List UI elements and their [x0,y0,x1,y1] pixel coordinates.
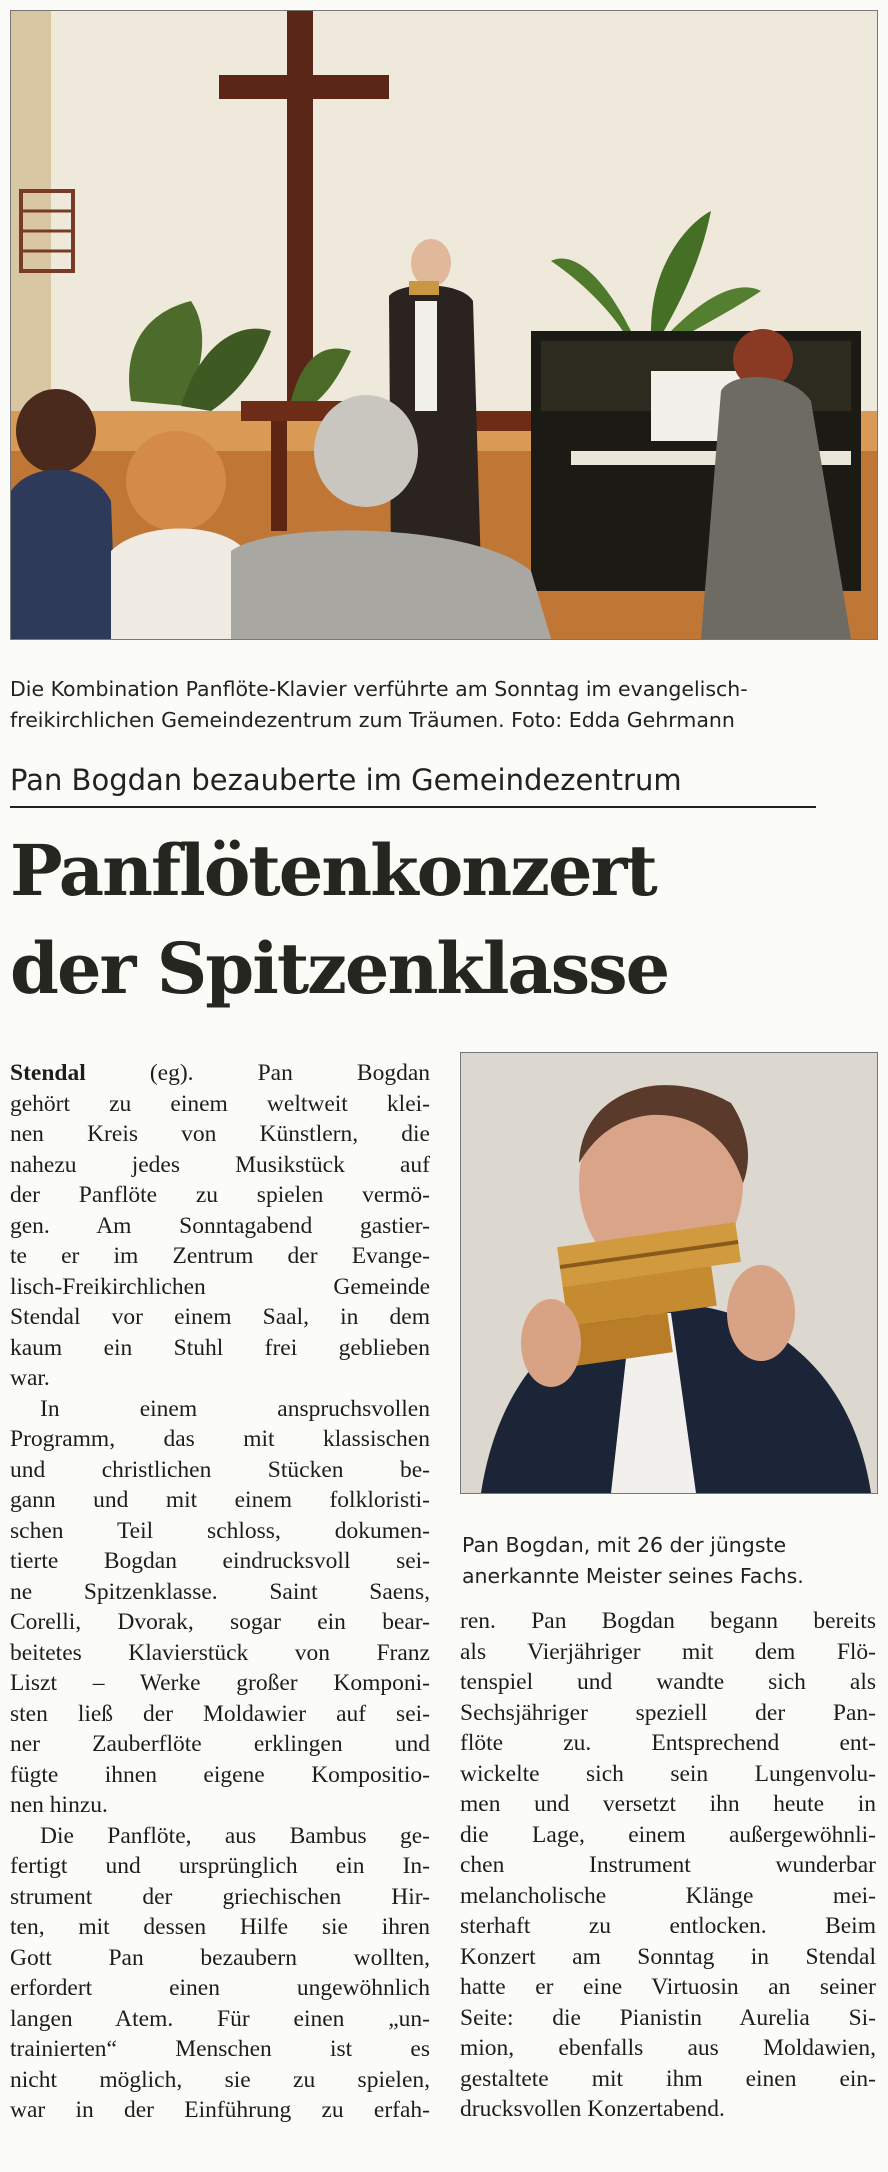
article-line: ten, mit dessen Hilfe sie ihren [10,1914,430,1940]
concert-photo-illustration [11,11,877,639]
caption-line: Pan Bogdan, mit 26 der jüngste [462,1533,787,1557]
article-line: wickelte sich sein Lungenvolu- [460,1760,876,1787]
article-line: gestaltete mit ihm einen ein- [460,2065,876,2092]
portrait-illustration [461,1053,877,1493]
article-line: gen. Am Sonntagabend gastier- [10,1212,430,1239]
article-line: strument der griechischen Hir- [10,1883,430,1910]
article-line: ren. Pan Bogdan begann bereits [460,1608,876,1634]
headline-line: der Spitzenklasse [10,927,669,1010]
article-line: nen hinzu. [10,1792,108,1818]
article-line: Programm, das mit klassischen [10,1426,430,1452]
article-line: ner Zauberflöte erklingen und [10,1731,430,1757]
article-line: Die Panflöte, aus Bambus ge- [40,1822,430,1849]
article-line: als Vierjähriger mit dem Flö- [460,1638,876,1665]
article-line: In einem anspruchsvollen [40,1395,430,1422]
article-line: chen Instrument wunderbar [460,1852,876,1878]
article-line: mion, ebenfalls aus Moldawien, [460,2035,876,2061]
caption-line: anerkannte Meister seines Fachs. [462,1564,804,1588]
article-line: tierte Bogdan eindrucksvoll sei- [10,1548,430,1574]
concert-photo [10,10,878,640]
article-line: nen Kreis von Künstlern, die [10,1121,430,1147]
article-line: die Lage, einem außergewöhnli- [460,1821,876,1848]
article-line: war in der Einführung zu erfah- [10,2097,430,2123]
article-line: Konzert am Sonntag in Stendal [460,1943,876,1970]
article-line: tenspiel und wandte sich als [460,1669,876,1695]
article-line: fügte ihnen eigene Kompositio- [10,1761,430,1788]
article-line: Corelli, Dvorak, sogar ein bear- [10,1609,430,1635]
article-line: Sechsjähriger speziell der Pan- [460,1699,876,1726]
article-line: ne Spitzenklasse. Saint Saens, [10,1578,430,1605]
headline [10,822,876,1018]
article-line: schen Teil schloss, dokumen- [10,1517,430,1544]
article-line: gehört zu einem weltweit klei- [10,1090,430,1117]
article-line: nicht möglich, sie zu spielen, [10,2066,430,2093]
caption-line: freikirchlichen Gemeindezentrum zum Träumen. Foto: Edda Gehrmann [10,708,735,732]
article-line: flöte zu. Entsprechend ent- [460,1730,876,1756]
article-line: der Panflöte zu spielen vermö- [10,1182,430,1208]
article-line: nahezu jedes Musikstück auf [10,1151,430,1178]
article-line: Gott Pan bezaubern wollten, [10,1944,430,1971]
article-line: drucksvollen Konzertabend. [460,2096,725,2122]
article-column-1 [10,1058,430,2126]
article-line: lisch-Freikirchlichen Gemeinde [10,1273,430,1300]
article-line: melancholische Klänge mei- [460,1882,876,1909]
article-line: war. [10,1365,50,1391]
article-line: kaum ein Stuhl frei geblieben [10,1334,430,1361]
article-line: hatte er eine Virtuosin an seiner [460,1974,876,2000]
article-line: langen Atem. Für einen „un- [10,2005,430,2032]
article-line [10,1058,430,1089]
article-line: sten ließ der Moldawier auf sei- [10,1700,430,1727]
article-line: Seite: die Pianistin Aurelia Si- [460,2004,876,2031]
portrait-caption [462,1530,878,1592]
article-line: sterhaft zu entlocken. Beim [460,1913,876,1939]
article-line: gann und mit einem folkloristi- [10,1487,430,1513]
portrait-photo [460,1052,878,1494]
article-column-2 [460,1606,876,2125]
article-line: fertigt und ursprünglich ein In- [10,1853,430,1879]
article-line: trainierten“ Menschen ist es [10,2036,430,2062]
article-line: Liszt – Werke großer Komponi- [10,1670,430,1696]
article-line: men und versetzt ihn heute in [460,1791,876,1817]
article-line: und christlichen Stücken be- [10,1456,430,1483]
article-line: Stendal vor einem Saal, in dem [10,1304,430,1330]
article-line: beitetes Klavierstück von Franz [10,1639,430,1666]
article-line-text: (eg). Pan Bogdan [85,1060,430,1086]
subheadline: Pan Bogdan bezauberte im Gemeindezentrum [10,760,816,808]
dateline: Stendal [10,1060,86,1086]
caption-line: Die Kombination Panflöte-Klavier verführte am Sonntag im evangelisch- [10,677,748,701]
article-line: erfordert einen ungewöhnlich [10,1975,430,2001]
photo-caption [10,674,876,736]
headline-line: Panflötenkonzert [10,829,656,912]
article-line: te er im Zentrum der Evange- [10,1243,430,1269]
